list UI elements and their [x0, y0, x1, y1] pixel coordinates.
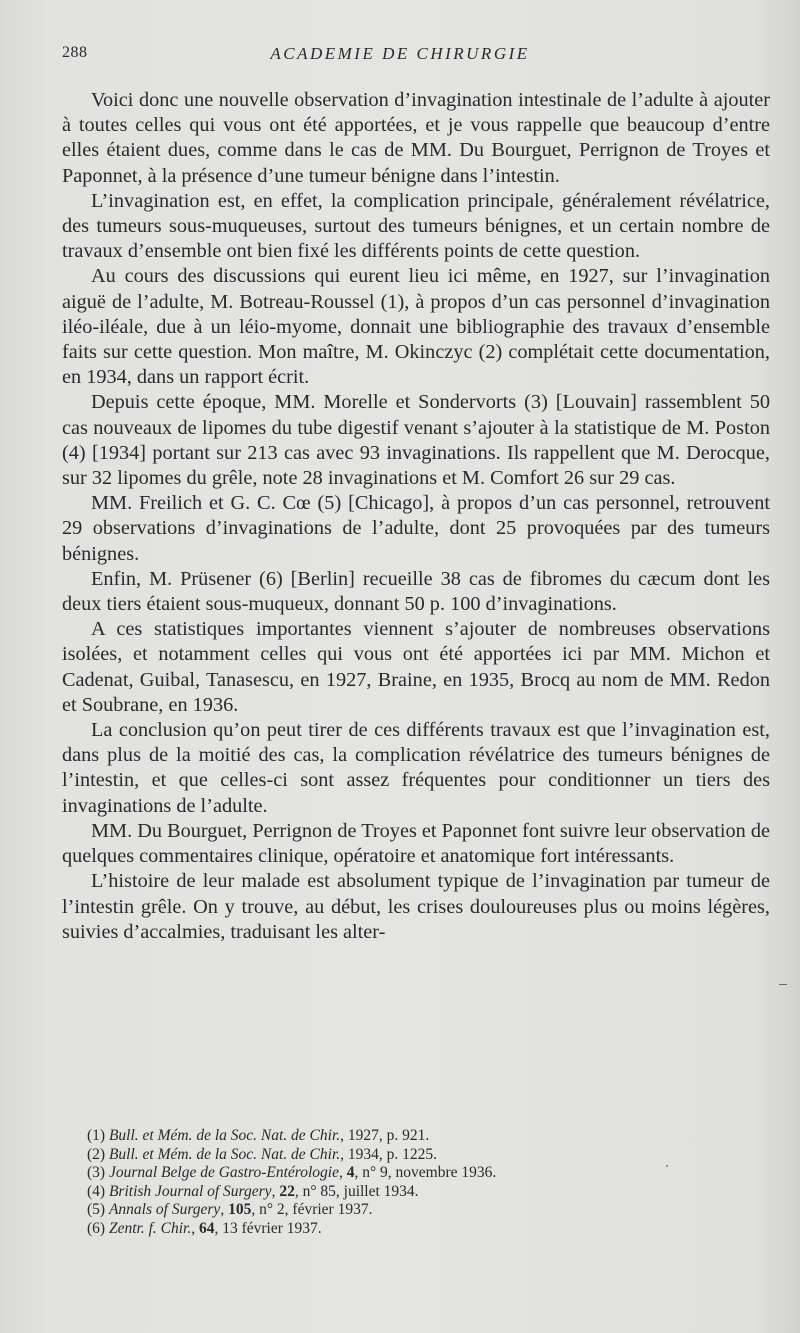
footnote-details: , n° 2, février 1937.: [251, 1201, 373, 1219]
paragraph: Voici donc une nouvelle observation d’invagination intestinale de l’adulte à ajouter à toutes celles qui vous ont été apportées, et je vous rappelle que beaucoup d’entre elles étaient dues, comme dans le cas de MM. Du Bourguet, Perrignon de Troyes et Paponnet, à la présence d’une tumeur bénigne dans l’intestin.: [62, 89, 770, 187]
footnote-details: , 1934, p. 1225.: [340, 1145, 438, 1163]
paragraph: Au cours des discussions qui eurent lieu ici même, en 1927, sur l’invagination aiguë de l’adulte, M. Botreau-Roussel (1), à propos d’un cas personnel d’invagination iléo-iléale, due à un léio-myome, donnait une bibliographie des travaux d’ensemble faits sur cette question. Mon maître, M. Okinczyc (2) complétait cette documentation, en 1934, dans un rapport écrit.: [62, 265, 770, 389]
footnote-details: , 13 février 1937.: [214, 1219, 322, 1237]
footnote: [87, 1127, 687, 1146]
footnote-details: , n° 85, juillet 1934.: [294, 1182, 419, 1200]
footnote: (4) British Journal of Surgery, 22, n° 85, juillet 1934.: [87, 1182, 419, 1200]
running-head: ACADEMIE DE CHIRURGIE: [270, 44, 530, 63]
page-header: [62, 44, 738, 68]
footnotes: [87, 1127, 687, 1239]
footnote-number: (3): [87, 1164, 106, 1182]
footnote-volume: 105: [228, 1201, 252, 1219]
footnote-source: Annals of Surgery: [108, 1201, 221, 1219]
footnote-number: (4): [87, 1182, 106, 1200]
footnote-number: (2): [87, 1145, 106, 1163]
footnote-source: Journal Belge de Gastro-Entérologie: [108, 1164, 339, 1182]
page-number: 288: [62, 44, 88, 61]
footnote-source: Bull. et Mém. de la Soc. Nat. de Chir.: [108, 1145, 341, 1163]
paragraph: L’histoire de leur malade est absolument typique de l’invagination par tumeur de l’intestin grêle. On y trouve, au début, les crises douloureuses plus ou moins légères, suivies d’accalmies, traduisant les alter-: [62, 870, 770, 943]
body-text: [62, 88, 770, 945]
footnote-number: (6): [87, 1219, 106, 1237]
footnote-source: Bull. et Mém. de la Soc. Nat. de Chir.: [108, 1127, 341, 1144]
paragraph: A ces statistiques importantes viennent s’ajouter de nombreuses observations isolées, et notamment celles qui vous ont été apportées ici par MM. Michon et Cadenat, Guibal, Tanasescu, en 1927, Braine, en 1935, Brocq au nom de MM. Redon et Soubrane, en 1936.: [62, 618, 770, 716]
footnote-details: , n° 9, novembre 1936.: [354, 1164, 497, 1182]
footnote-volume: 4: [346, 1164, 355, 1182]
paragraph: MM. Freilich et G. C. Cœ (5) [Chicago], à propos d’un cas personnel, retrouvent 29 observations d’invaginations de l’adulte, dont 25 provoquées par des tumeurs bénignes.: [62, 492, 770, 565]
footnote-source: British Journal of Surgery: [108, 1182, 272, 1200]
paragraph: MM. Du Bourguet, Perrignon de Troyes et Paponnet font suivre leur observation de quelques commentaires clinique, opératoire et anatomique fort intéressants.: [62, 819, 770, 868]
footnote: (6) Zentr. f. Chir., 64, 13 février 1937.: [87, 1219, 322, 1237]
footnote: [87, 1146, 687, 1165]
footnote-source: Zentr. f. Chir.: [108, 1219, 192, 1237]
footnote-volume: 22: [279, 1182, 295, 1200]
paragraph: La conclusion qu’on peut tirer de ces différents travaux est que l’invagination est, dans plus de la moitié des cas, la complication révélatrice des tumeurs bénignes de l’intestin, et que celles-ci sont assez fréquentes pour conditionner un tiers des invaginations de l’adulte.: [62, 719, 770, 817]
paragraph: Depuis cette époque, MM. Morelle et Sondervorts (3) [Louvain] rassemblent 50 cas nouveaux de lipomes du tube digestif venant s’ajouter à la statistique de M. Poston (4) [1934] portant sur 213 cas avec 93 invaginations. Ils rappellent que M. Derocque, sur 32 lipomes du grêle, note 28 invaginations et M. Comfort 26 sur 29 cas.: [62, 391, 770, 490]
paragraph: Enfin, M. Prüsener (6) [Berlin] recueille 38 cas de fibromes du cæcum dont les deux tiers étaient sous-muqueux, donnant 50 p. 100 d’invaginations.: [62, 567, 770, 616]
footnote-details: , 1927, p. 921.: [340, 1127, 430, 1144]
footnote-number: (1): [87, 1127, 106, 1144]
footnote-volume: 64: [198, 1219, 215, 1237]
footnote-number: (5): [87, 1201, 106, 1219]
margin-mark: [666, 1165, 668, 1167]
footnote: (5) Annals of Surgery, 105, n° 2, février 1937.: [87, 1201, 373, 1219]
paragraph: L’invagination est, en effet, la complication principale, généralement révélatrice, des tumeurs sous-muqueuses, surtout des tumeurs bénignes, et un certain nombre de travaux d’ensemble ont bien fixé les différents points de cette question.: [62, 189, 770, 263]
footnote: (3) Journal Belge de Gastro-Entérologie, 4, n° 9, novembre 1936.: [87, 1164, 497, 1182]
margin-mark: [779, 984, 787, 985]
